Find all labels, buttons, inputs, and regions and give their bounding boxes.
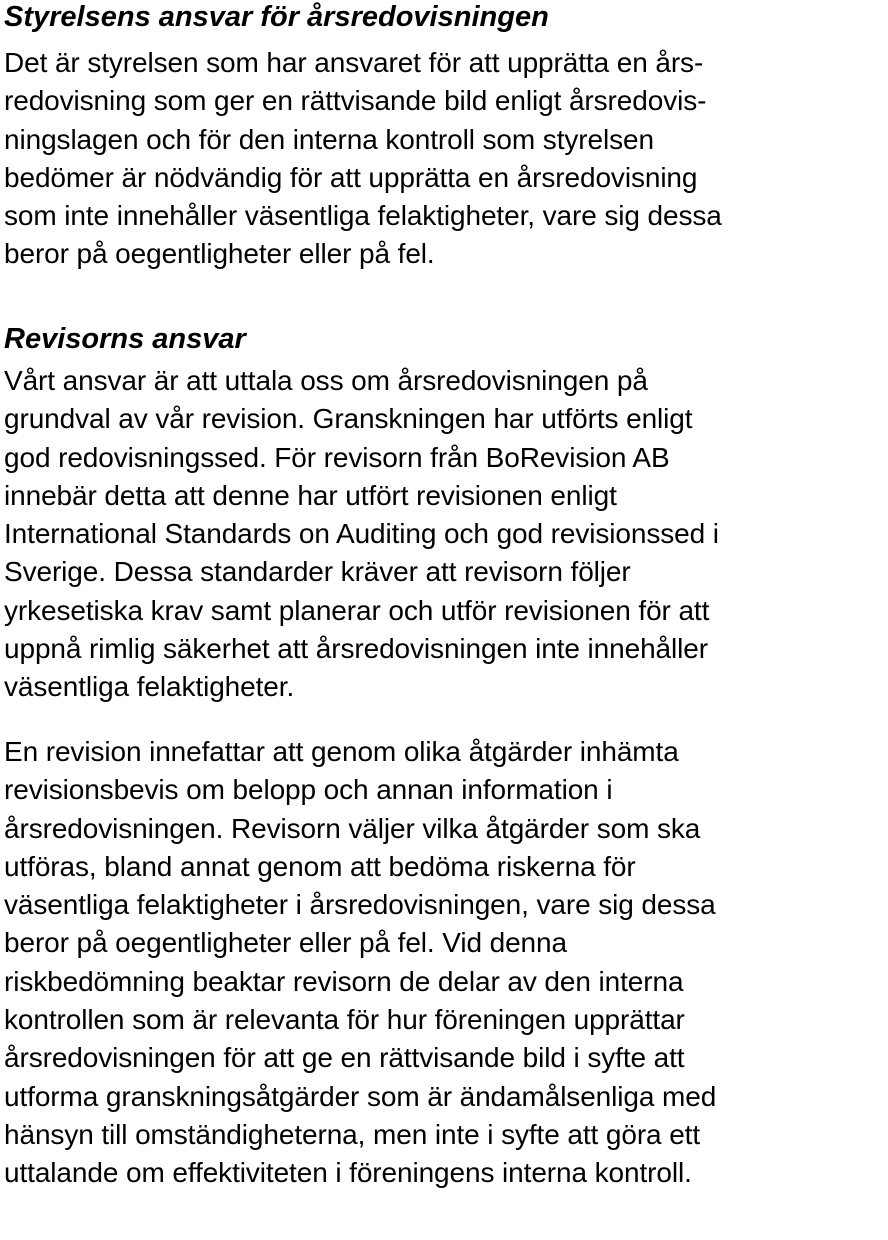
text-line: International Standards on Auditing och god revisionssed i (4, 518, 719, 550)
text-line: som inte innehåller väsentliga felaktigheter, vare sig dessa (4, 200, 722, 232)
text-line: En revision innefattar att genom olika åtgärder inhämta (4, 736, 679, 767)
auditor-responsibility-paragraph-1 (4, 362, 884, 707)
text-line: redovisning som ger en rättvisande bild enligt årsredovis- (4, 85, 707, 117)
text-line: kontrollen som är relevanta för hur föreningen upprättar (4, 1004, 685, 1036)
text-line: revisionsbevis om belopp och annan information i (4, 774, 613, 806)
text-line: Sverige. Dessa standarder kräver att revisorn följer (4, 556, 631, 588)
auditor-responsibility-heading: Revisorns ansvar (4, 323, 246, 355)
text-line: Vårt ansvar är att uttala oss om årsredovisningen på (4, 365, 648, 396)
text-line: god redovisningssed. För revisorn från BoRevision AB (4, 441, 670, 473)
text-line: uttalande om effektiviteten i föreningens interna kontroll. (4, 1157, 692, 1189)
text-line: hänsyn till omständigheterna, men inte i syfte att göra ett (4, 1118, 701, 1150)
text-line: utföras, bland annat genom att bedöma riskerna för (4, 850, 636, 882)
text-line: utforma granskningsåtgärder som är ändamålsenliga med (4, 1080, 717, 1112)
text-line: årsredovisningen. Revisorn väljer vilka åtgärder som ska (4, 812, 701, 844)
text-line: väsentliga felaktigheter. (4, 671, 295, 703)
text-line: väsentliga felaktigheter i årsredovisningen, vare sig dessa (4, 889, 716, 921)
text-line: Det är styrelsen som har ansvaret för att upprätta en års- (4, 47, 704, 78)
text-line: bedömer är nödvändig för att upprätta en årsredovisning (4, 161, 698, 193)
board-responsibility-heading: Styrelsens ansvar för årsredovisningen (4, 1, 549, 33)
text-line: innebär detta att denne har utfört revisionen enligt (4, 479, 617, 511)
text-line: grundval av vår revision. Granskningen har utförts enligt (4, 403, 693, 435)
text-line: yrkesetiska krav samt planerar och utför revisionen för att (4, 594, 710, 626)
board-responsibility-paragraph (4, 44, 884, 274)
text-line: beror på oegentligheter eller på fel. Vid denna (4, 927, 567, 959)
auditor-responsibility-paragraph-2 (4, 733, 884, 1193)
text-line: beror på oegentligheter eller på fel. (4, 238, 435, 270)
text-line: riskbedömning beaktar revisorn de delar av den interna (4, 965, 684, 997)
text-line: uppnå rimlig säkerhet att årsredovisningen inte innehåller (4, 633, 708, 665)
text-line: ningslagen och för den interna kontroll som styrelsen (4, 123, 654, 155)
text-line: årsredovisningen för att ge en rättvisande bild i syfte att (4, 1042, 685, 1074)
